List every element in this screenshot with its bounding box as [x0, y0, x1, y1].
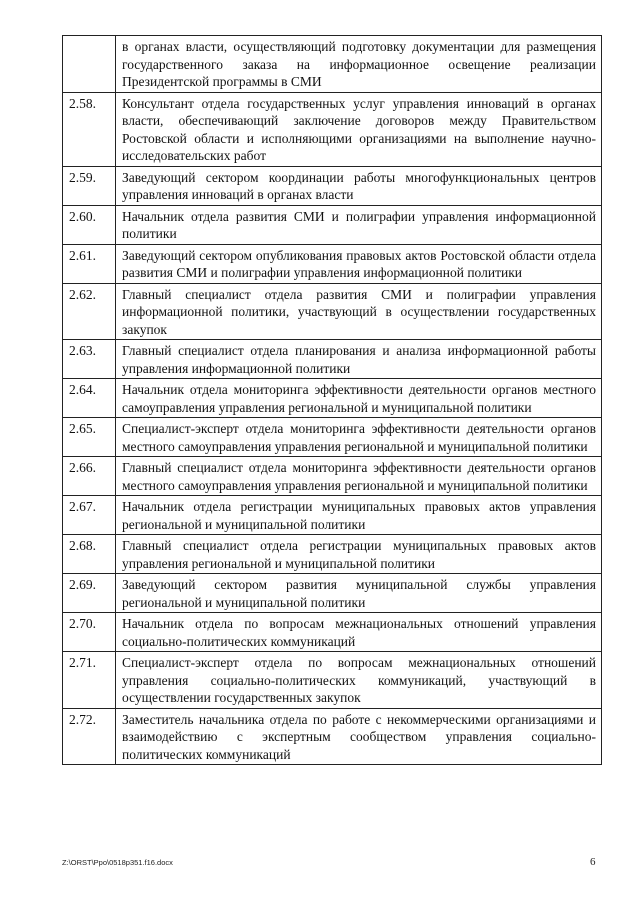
row-text: Главный специалист отдела регистрации муниципальных правовых актов управления региональной и муниципальной политики [116, 535, 602, 574]
row-number: 2.67. [63, 496, 116, 535]
row-number: 2.59. [63, 166, 116, 205]
row-text: Главный специалист отдела планирования и анализа информационной работы управления информационной политики [116, 340, 602, 379]
table-row [63, 340, 602, 379]
row-text: Заведующий сектором развития муниципальной службы управления региональной и муниципальной политики [116, 574, 602, 613]
row-text: Заведующий сектором координации работы многофункциональных центров управления инноваций в органах власти [116, 166, 602, 205]
positions-table-body [63, 36, 602, 765]
row-number: 2.69. [63, 574, 116, 613]
row-text: Специалист-эксперт отдела мониторинга эффективности деятельности органов местного самоуправления управления региональной и муниципальной политики [116, 418, 602, 457]
row-number: 2.58. [63, 92, 116, 166]
row-number [63, 36, 116, 93]
row-number: 2.70. [63, 613, 116, 652]
row-number: 2.63. [63, 340, 116, 379]
row-number: 2.65. [63, 418, 116, 457]
row-text: Консультант отдела государственных услуг управления инноваций в органах власти, обеспечивающий заключение договоров между Правительством Ростовской области и исполняющими организациями на выполнение научно-исследовательских работ [116, 92, 602, 166]
row-number: 2.66. [63, 457, 116, 496]
table-row [63, 574, 602, 613]
row-number: 2.64. [63, 379, 116, 418]
row-number: 2.68. [63, 535, 116, 574]
table-row [63, 652, 602, 709]
row-number: 2.72. [63, 708, 116, 765]
table-row [63, 535, 602, 574]
row-text: Главный специалист отдела развития СМИ и полиграфии управления информационной политики, участвующий в осуществлении государственных закупок [116, 283, 602, 340]
page-number: 6 [590, 856, 596, 868]
table-row [63, 496, 602, 535]
table-row [63, 283, 602, 340]
table-row [63, 166, 602, 205]
row-text: Начальник отдела регистрации муниципальных правовых актов управления региональной и муниципальной политики [116, 496, 602, 535]
row-text: Заместитель начальника отдела по работе с некоммерческими организациями и взаимодействию с экспертным сообществом управления социально-политических коммуникаций [116, 708, 602, 765]
row-text: Главный специалист отдела мониторинга эффективности деятельности органов местного самоуправления управления региональной и муниципальной политики [116, 457, 602, 496]
row-number: 2.62. [63, 283, 116, 340]
row-number: 2.60. [63, 205, 116, 244]
row-text: Начальник отдела развития СМИ и полиграфии управления информационной политики [116, 205, 602, 244]
footer-file-path: Z:\ORST\Ppo\0518p351.f16.docx [62, 858, 173, 867]
row-text: Начальник отдела по вопросам межнациональных отношений управления социально-политических коммуникаций [116, 613, 602, 652]
row-text: Заведующий сектором опубликования правовых актов Ростовской области отдела развития СМИ и полиграфии управления информационной политики [116, 244, 602, 283]
row-text: Начальник отдела мониторинга эффективности деятельности органов местного самоуправления управления региональной и муниципальной политики [116, 379, 602, 418]
table-row [63, 244, 602, 283]
table-row [63, 418, 602, 457]
row-text: в органах власти, осуществляющий подготовку документации для размещения государственного заказа на информационное освещение реализации Президентской программы в СМИ [116, 36, 602, 93]
table-row [63, 457, 602, 496]
table-row [63, 36, 602, 93]
table-row [63, 92, 602, 166]
table-row [63, 613, 602, 652]
positions-table [62, 35, 602, 765]
table-row [63, 205, 602, 244]
row-number: 2.61. [63, 244, 116, 283]
table-row [63, 379, 602, 418]
table-row [63, 708, 602, 765]
row-number: 2.71. [63, 652, 116, 709]
row-text: Специалист-эксперт отдела по вопросам межнациональных отношений управления социально-политических коммуникаций, участвующий в осуществлении государственных закупок [116, 652, 602, 709]
